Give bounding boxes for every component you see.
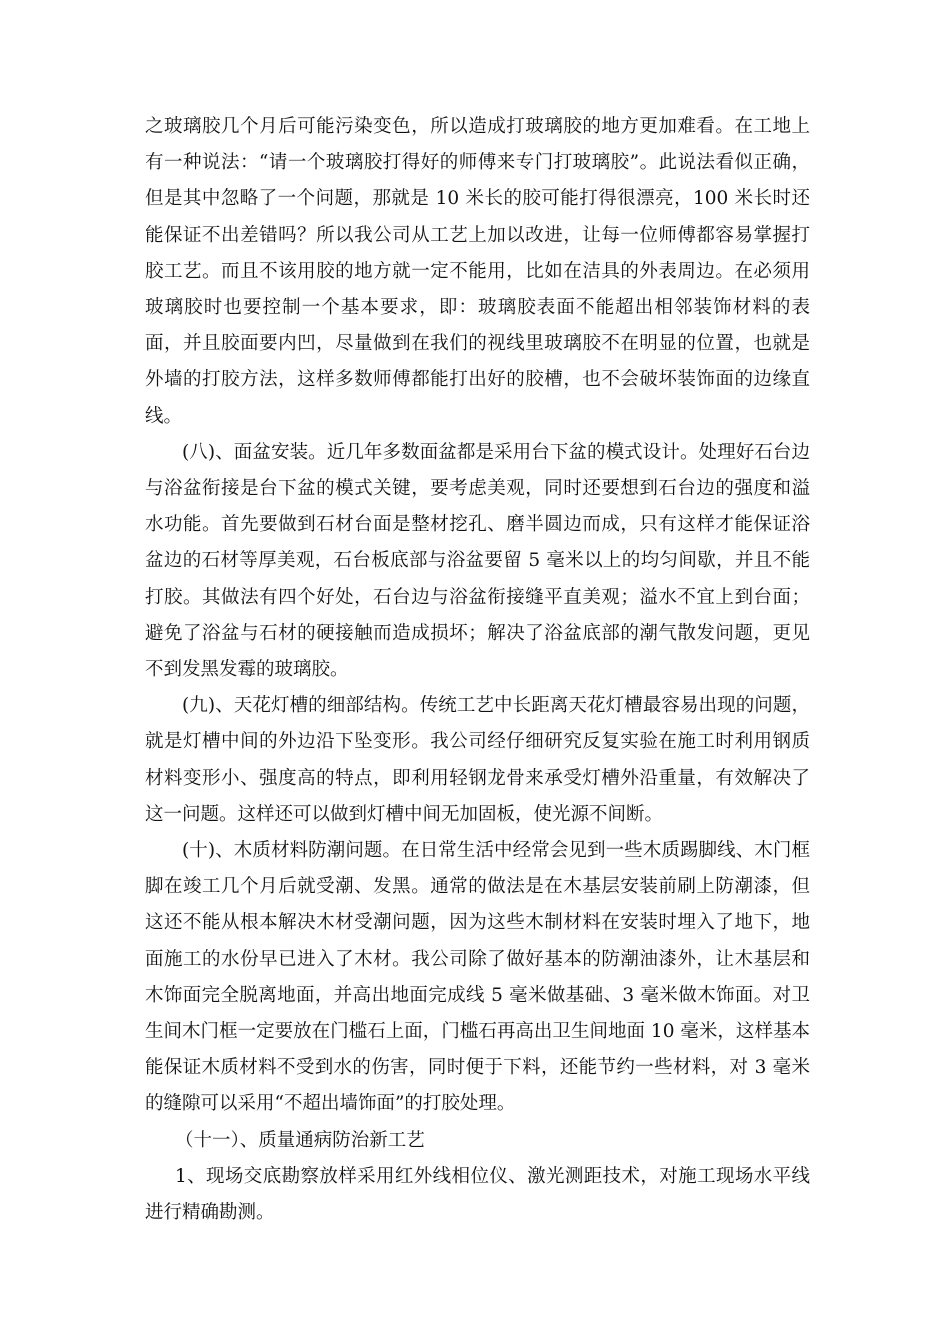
paragraph-basin-installation: (八)、面盆安装。近几年多数面盆都是采用台下盆的模式设计。处理好石台边与浴盆衔接是台下盆的模式关键，要考虑美观，同时还要想到石台边的强度和溢水功能。首先要做到石材台面是整材挖孔、磨半圆边而成，只有这样才能保证浴盆边的石材等厚美观，石台板底部与浴盆要留 5 毫米以上的均匀间歇，并且不能打胶。其做法有四个好处，石台边与浴盆衔接缝平直美观；溢水不宜上到台面；避免了浴盆与石材的硬接触而造成损坏；解决了浴盆底部的潮气散发问题，更见不到发黑发霉的玻璃胶。 <box>145 441 810 681</box>
paragraph-wood-moisture: (十)、木质材料防潮问题。在日常生活中经常会见到一些木质踢脚线、木门框脚在竣工几个月后就受潮、发黑。通常的做法是在木基层安装前刷上防潮漆，但这还不能从根本解决木材受潮问题，因为这些木制材料在安装时埋入了地下，地面施工的水份早已进入了木材。我公司除了做好基本的防潮油漆外，让木基层和木饰面完全脱离地面，并高出地面完成线 5 毫米做基础、3 毫米做木饰面。对卫生间木门框一定要放在门槛石上面，门槛石再高出卫生间地面 10 毫米，这样基本能保证木质材料不受到水的伤害，同时便于下料，还能节约一些材料，对 3 毫米的缝隙可以采用“不超出墙饰面”的打胶处理。 <box>145 840 810 1115</box>
paragraph-site-survey: 1、现场交底勘察放样采用红外线相位仪、激光测距技术，对施工现场水平线进行精确勘测。 <box>145 1165 810 1224</box>
paragraph-glass-glue: 之玻璃胶几个月后可能污染变色，所以造成打玻璃胶的地方更加难看。在工地上有一种说法：“请一个玻璃胶打得好的师傅来专门打玻璃胶”。此说法看似正确，但是其中忽略了一个问题，那就是 10 米长的胶可能打得很漂亮，100 米长时还能保证不出差错吗？所以我公司从工艺上加以改进，让每一位师傅都容易掌握打胶工艺。而且不该用胶的地方就一定不能用，比如在洁具的外表周边。在必须用玻璃胶时也要控制一个基本要求，即：玻璃胶表面不能超出相邻装饰材料的表面，并且胶面要内凹，尽量做到在我们的视线里玻璃胶不在明显的位置，也就是外墙的打胶方法，这样多数师傅都能打出好的胶槽，也不会破坏装饰面的边缘直线。 <box>145 116 810 427</box>
document-body <box>145 109 810 1231</box>
paragraph-quality-heading: （十一）、质量通病防治新工艺 <box>175 1129 425 1151</box>
paragraph-ceiling-light-trough: (九)、天花灯槽的细部结构。传统工艺中长距离天花灯槽最容易出现的问题，就是灯槽中间的外边沿下坠变形。我公司经仔细研究反复实验在施工时利用钢质材料变形小、强度高的特点，即利用轻钢龙骨来承受灯槽外沿重量，有效解决了这一问题。这样还可以做到灯槽中间无加固板，使光源不间断。 <box>145 695 810 825</box>
